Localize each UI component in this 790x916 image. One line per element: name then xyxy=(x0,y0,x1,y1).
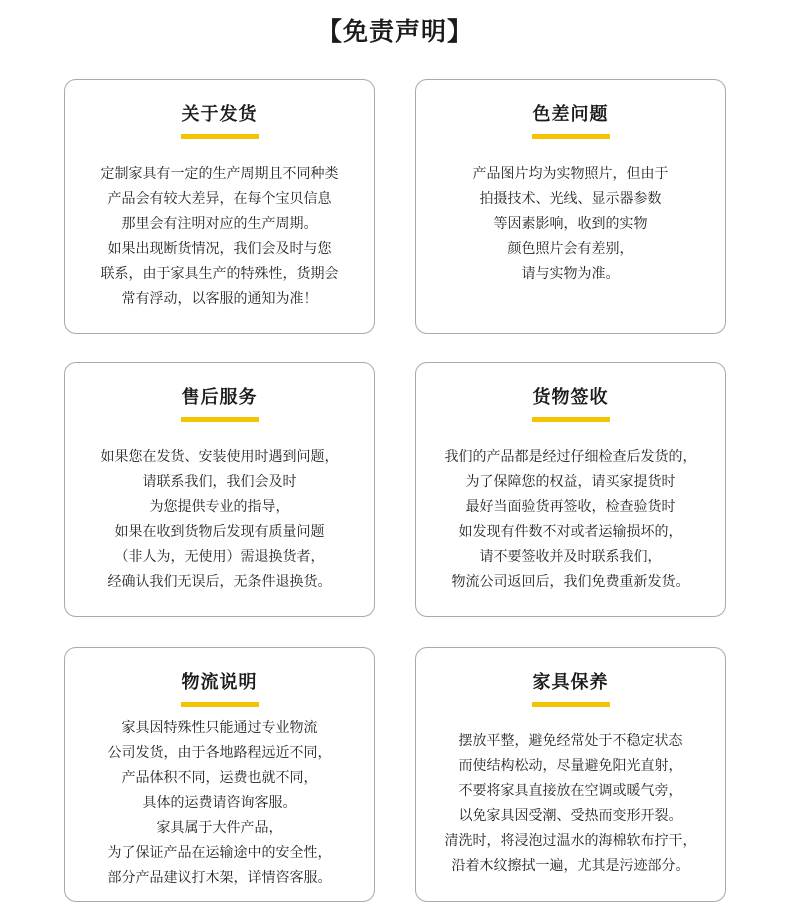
card-line: 家具因特殊性只能通过专业物流 xyxy=(121,720,318,736)
card-line: 联系，由于家具生产的特殊性，货期会 xyxy=(100,266,339,282)
card-body xyxy=(69,445,370,595)
card-line: 如果在收到货物后发现有质量问题 xyxy=(114,524,325,540)
title-underline xyxy=(181,134,259,139)
card-line: 摆放平整，避免经常处于不稳定状态 xyxy=(458,733,683,749)
title-underline xyxy=(181,702,259,707)
title-underline xyxy=(532,702,610,707)
card-furniture-care xyxy=(415,647,726,902)
page-title: 【免责声明】 xyxy=(316,17,473,46)
card-body xyxy=(69,716,370,891)
card-title: 家具保养 xyxy=(532,672,609,693)
card-line: 而使结构松动，尽量避免阳光直射， xyxy=(458,758,683,774)
card-line: 以免家具因受潮、受热而变形开裂。 xyxy=(458,808,683,824)
card-line: 等因素影响，收到的实物 xyxy=(493,216,648,232)
card-body xyxy=(69,162,370,312)
card-title: 关于发货 xyxy=(181,104,258,125)
card-after-sales xyxy=(64,362,375,617)
card-color-difference xyxy=(415,79,726,334)
card-line: 家具属于大件产品， xyxy=(156,820,283,836)
card-logistics xyxy=(64,647,375,902)
card-body xyxy=(420,445,721,595)
card-line: 产品会有较大差异，在每个宝贝信息 xyxy=(107,191,332,207)
card-line: 请不要签收并及时联系我们， xyxy=(479,549,662,565)
card-line: 最好当面验货再签收，检查验货时 xyxy=(465,499,676,515)
card-body xyxy=(420,729,721,879)
card-line: 定制家具有一定的生产周期且不同种类 xyxy=(100,166,339,182)
card-line: 拍摄技术、光线、显示器参数 xyxy=(479,191,662,207)
card-body xyxy=(420,162,721,287)
card-title: 物流说明 xyxy=(181,672,258,693)
card-delivery-receipt xyxy=(415,362,726,617)
title-underline xyxy=(181,417,259,422)
card-line: 具体的运费请咨询客服。 xyxy=(142,795,297,811)
card-title: 色差问题 xyxy=(532,104,609,125)
card-line: 产品体积不同，运费也就不同， xyxy=(121,770,318,786)
title-underline xyxy=(532,134,610,139)
card-title: 售后服务 xyxy=(181,387,258,408)
card-line: 请联系我们，我们会及时 xyxy=(142,474,297,490)
card-line: 颜色照片会有差别， xyxy=(507,241,634,257)
card-line: 物流公司返回后，我们免费重新发货。 xyxy=(451,574,690,590)
card-title: 货物签收 xyxy=(532,387,609,408)
card-line: 那里会有注明对应的生产周期。 xyxy=(121,216,318,232)
title-underline xyxy=(532,417,610,422)
card-line: 如果您在发货、安装使用时遇到问题， xyxy=(100,449,339,465)
card-line: 经确认我们无误后，无条件退换货。 xyxy=(107,574,332,590)
card-line: 产品图片均为实物照片，但由于 xyxy=(472,166,669,182)
card-line: 不要将家具直接放在空调或暖气旁， xyxy=(458,783,683,799)
card-line: 公司发货，由于各地路程远近不同， xyxy=(107,745,332,761)
card-line: 我们的产品都是经过仔细检查后发货的， xyxy=(444,449,697,465)
card-line: 如果出现断货情况，我们会及时与您 xyxy=(107,241,332,257)
card-line: 如发现有件数不对或者运输损坏的， xyxy=(458,524,683,540)
card-line: 沿着木纹擦拭一遍，尤其是污迹部分。 xyxy=(451,858,690,874)
card-line: 为您提供专业的指导， xyxy=(149,499,290,515)
card-line: 为了保障您的权益，请买家提货时 xyxy=(465,474,676,490)
card-line: 部分产品建议打木架，详情咨客服。 xyxy=(107,870,332,886)
card-shipping xyxy=(64,79,375,334)
card-line: （非人为，无使用）需退换货者， xyxy=(114,549,325,565)
card-line: 请与实物为准。 xyxy=(521,266,620,282)
card-line: 清洗时，将浸泡过温水的海棉软布拧干， xyxy=(444,833,697,849)
card-line: 常有浮动，以客服的通知为准！ xyxy=(121,291,318,307)
card-line: 为了保证产品在运输途中的安全性， xyxy=(107,845,332,861)
